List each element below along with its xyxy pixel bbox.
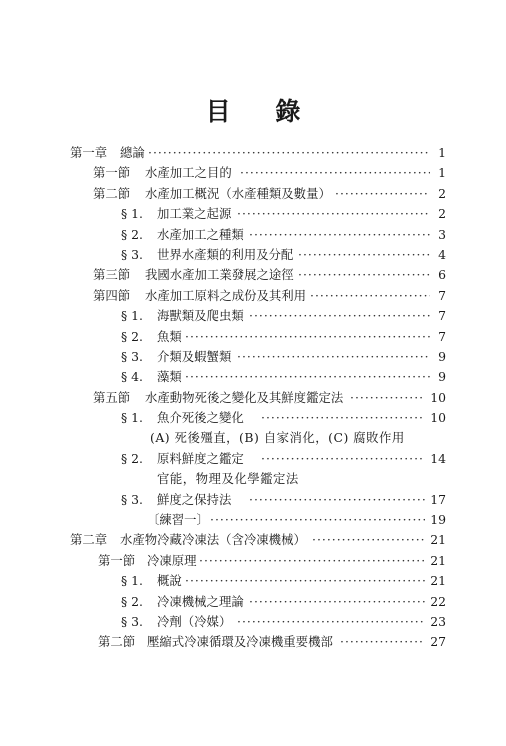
- entry-page: 7: [438, 308, 446, 324]
- toc-entry-chapter: [0, 143, 506, 163]
- toc-entry-subsection: [0, 408, 506, 428]
- leader-dots: [340, 632, 425, 652]
- toc-entry-section: [0, 286, 506, 306]
- entry-page: 10: [430, 389, 446, 405]
- toc-entry-exercise: [0, 510, 506, 530]
- toc-entry-subsection: [0, 347, 506, 367]
- leader-dots: [261, 408, 425, 428]
- entry-label: 第二章: [70, 532, 108, 548]
- entry-label: 第一章: [70, 145, 108, 160]
- toc-entry-subsection: [0, 225, 506, 245]
- entry-text: 加工業之起源: [157, 206, 232, 222]
- entry-page: 4: [438, 246, 446, 262]
- page-title: 目 錄: [205, 97, 319, 126]
- toc-entry-note: [0, 428, 506, 448]
- entry-text: 我國水產加工業發展之途徑: [145, 267, 294, 283]
- entry-text: 概說: [157, 573, 182, 589]
- entry-text: (A) 死後殭直，(B) 自家消化，(C) 腐敗作用: [150, 430, 405, 446]
- entry-text: 原料鮮度之鑑定: [157, 450, 244, 466]
- leader-dots: [199, 551, 425, 571]
- entry-text: 〔練習一〕: [147, 512, 209, 528]
- entry-text: 水產物冷藏冷凍法（含冷凍機械）: [120, 532, 306, 548]
- entry-page: 7: [438, 287, 446, 303]
- entry-label: § 1.: [121, 308, 143, 324]
- entry-label: 第四節: [93, 287, 131, 303]
- entry-text: 魚介死後之變化: [157, 410, 244, 426]
- entry-label: § 3.: [121, 613, 143, 629]
- entry-label: § 2.: [121, 593, 143, 609]
- entry-page: 10: [430, 410, 446, 426]
- entry-label: § 3.: [121, 491, 143, 507]
- toc-entry-section: [0, 163, 506, 183]
- entry-page: 27: [430, 634, 446, 650]
- toc-entry-subsection: [0, 490, 506, 510]
- leader-dots: [185, 367, 430, 387]
- entry-label: § 2.: [121, 450, 143, 466]
- leader-dots: [298, 265, 430, 285]
- entry-text: 官能，物理及化學鑑定法: [157, 471, 299, 487]
- entry-page: 23: [430, 613, 446, 629]
- leader-dots: [335, 184, 430, 204]
- entry-page: 3: [438, 226, 446, 242]
- toc-entry-subsection: [0, 449, 506, 469]
- leader-dots: [240, 163, 430, 183]
- leader-dots: [261, 449, 425, 469]
- entry-label: 第二節: [93, 185, 131, 201]
- entry-page: 19: [430, 512, 446, 528]
- entry-label: § 1.: [121, 410, 143, 426]
- entry-text: 魚類: [157, 328, 182, 344]
- entry-label: § 3.: [121, 246, 143, 262]
- toc-entry-subsection: [0, 245, 506, 265]
- entry-label: 第二節: [98, 634, 136, 650]
- entry-text: 冷凍機械之理論: [157, 593, 244, 609]
- entry-page: 22: [430, 593, 446, 609]
- toc-entry-subsection: [0, 592, 506, 612]
- toc-entry-chapter: [0, 530, 506, 550]
- entry-text: 壓縮式冷凍循環及冷凍機重要機部: [147, 634, 333, 650]
- entry-text: 總論: [120, 145, 145, 160]
- entry-page: 14: [430, 450, 446, 466]
- entry-label: 第三節: [93, 267, 131, 283]
- leader-dots: [185, 571, 425, 591]
- entry-text: 水產加工之種類: [157, 226, 244, 242]
- leader-dots: [249, 306, 430, 326]
- leader-dots: [210, 510, 425, 530]
- entry-text: 冷凍原理: [147, 552, 197, 568]
- toc-entry-section: [0, 265, 506, 285]
- entry-text: 藻類: [157, 369, 182, 385]
- entry-page: 17: [430, 491, 446, 507]
- entry-label: § 2.: [121, 328, 143, 344]
- entry-page: 21: [430, 532, 446, 548]
- leader-dots: [249, 225, 430, 245]
- entry-page: 1: [438, 145, 446, 160]
- entry-text: 水產加工概況（水產種類及數量）: [145, 185, 331, 201]
- entry-label: § 4.: [121, 369, 143, 385]
- entry-label: 第五節: [93, 389, 131, 405]
- table-of-contents: [0, 143, 506, 653]
- entry-text: 鮮度之保持法: [157, 491, 232, 507]
- leader-dots: [237, 204, 430, 224]
- entry-page: 7: [438, 328, 446, 344]
- toc-entry-note: [0, 469, 506, 489]
- leader-dots: [237, 612, 425, 632]
- entry-page: 2: [438, 185, 446, 201]
- entry-page: 9: [438, 369, 446, 385]
- entry-label: 第一節: [98, 552, 136, 568]
- leader-dots: [249, 592, 425, 612]
- toc-entry-subsection: [0, 571, 506, 591]
- entry-text: 海獸類及爬虫類: [157, 308, 244, 324]
- toc-entry-subsection: [0, 204, 506, 224]
- leader-dots: [148, 143, 430, 163]
- entry-text: 水產動物死後之變化及其鮮度鑑定法: [145, 389, 344, 405]
- entry-label: § 3.: [121, 348, 143, 364]
- entry-label: 第一節: [93, 165, 131, 181]
- toc-entry-section: [0, 632, 506, 652]
- entry-label: § 2.: [121, 226, 143, 242]
- entry-text: 冷劑（冷媒）: [157, 613, 232, 629]
- entry-text: 介類及蝦蟹類: [157, 348, 232, 364]
- entry-label: § 1.: [121, 206, 143, 222]
- leader-dots: [298, 245, 430, 265]
- entry-page: 6: [438, 267, 446, 283]
- leader-dots: [237, 347, 430, 367]
- entry-text: 水產加工原料之成份及其利用: [145, 287, 307, 303]
- leader-dots: [312, 530, 425, 550]
- entry-page: 1: [438, 165, 446, 181]
- leader-dots: [185, 327, 430, 347]
- leader-dots: [310, 286, 430, 306]
- toc-entry-subsection: [0, 306, 506, 326]
- entry-page: 21: [430, 552, 446, 568]
- entry-page: 2: [438, 206, 446, 222]
- entry-page: 21: [430, 573, 446, 589]
- toc-entry-section: [0, 388, 506, 408]
- leader-dots: [350, 388, 425, 408]
- leader-dots: [249, 490, 425, 510]
- entry-page: 9: [438, 348, 446, 364]
- toc-entry-subsection: [0, 327, 506, 347]
- entry-text: 水產加工之目的: [145, 165, 232, 181]
- toc-entry-subsection: [0, 367, 506, 387]
- entry-text: 世界水產類的利用及分配: [157, 246, 294, 262]
- entry-label: § 1.: [121, 573, 143, 589]
- toc-entry-section: [0, 551, 506, 571]
- toc-entry-subsection: [0, 612, 506, 632]
- toc-entry-section: [0, 184, 506, 204]
